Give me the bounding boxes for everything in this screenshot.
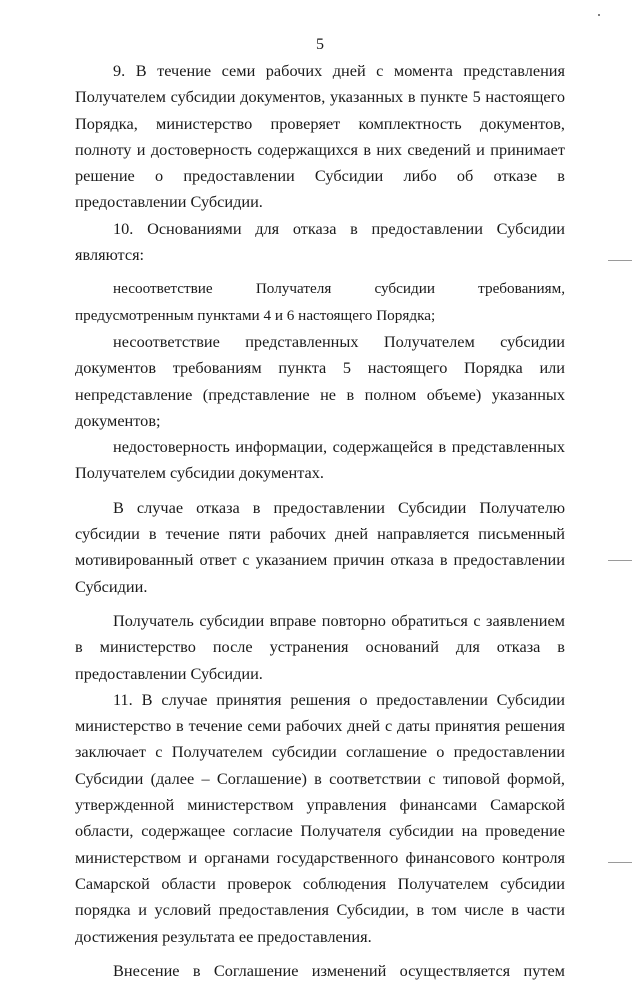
page-number: 5: [316, 36, 324, 53]
paragraph-10-heading: 10. Основаниями для отказа в предоставлении Субсидии являются:: [75, 218, 565, 265]
paragraph-9: 9. В течение семи рабочих дней с момента представления Получателем субсидии документов, указанных в пункте 5 настоящего Порядка, министерство проверяет комплектность документов, полноту и достоверность содержащихся в них сведений и принимает решение о предоставлении Субсидии либо об отказе в предоставлении Субсидии.: [75, 61, 565, 212]
scan-edge-mark: [608, 560, 632, 561]
scan-edge-mark: [608, 260, 632, 261]
document-body: [75, 58, 565, 984]
spacer: [75, 600, 565, 608]
paragraph-amendments: Внесение в Соглашение изменений осуществляется путем: [113, 960, 565, 980]
spacer: [75, 268, 565, 276]
paragraph-refusal-notice: В случае отказа в предоставлении Субсидии Получателю субсидии в течение пяти рабочих дней направляется письменный мотивированный ответ с указанием причин отказа в предоставлении Субсидии.: [75, 497, 565, 596]
paragraph-reapply: Получатель субсидии вправе повторно обратиться с заявлением в министерство после устранения оснований для отказа в предоставлении Субсидии.: [75, 610, 565, 683]
scan-edge-mark: [608, 862, 632, 863]
scan-speck: [598, 14, 600, 16]
paragraph-refusal-reason-2: несоответствие представленных Получателем субсидии документов требованиям пункта 5 настоящего Порядка или непредставление (представление не в полном объеме) указанных документов;: [75, 331, 565, 430]
spacer: [75, 950, 565, 958]
paragraph-refusal-reason-1: несоответствие Получателя субсидии требованиям, предусмотренным пунктами 4 и 6 настоящего Порядка;: [75, 280, 565, 324]
spacer: [75, 487, 565, 495]
paragraph-refusal-reason-3: недостоверность информации, содержащейся в представленных Получателем субсидии документах.: [75, 437, 565, 483]
paragraph-11: 11. В случае принятия решения о предоставлении Субсидии министерство в течение семи рабочих дней с даты принятия решения заключает с Получателем субсидии соглашение о предоставлении Субсидии (далее – Соглашение) в соответствии с типовой формой, утвержденной министерством управления финансами Самарской области, содержащее согласие Получателя субсидии на проведение министерством и органами государственного финансового контроля Самарской области проверок соблюдения Получателем субсидии порядка и условий предоставления Субсидии, в том числе в части достижения результата ее предоставления.: [75, 689, 565, 946]
